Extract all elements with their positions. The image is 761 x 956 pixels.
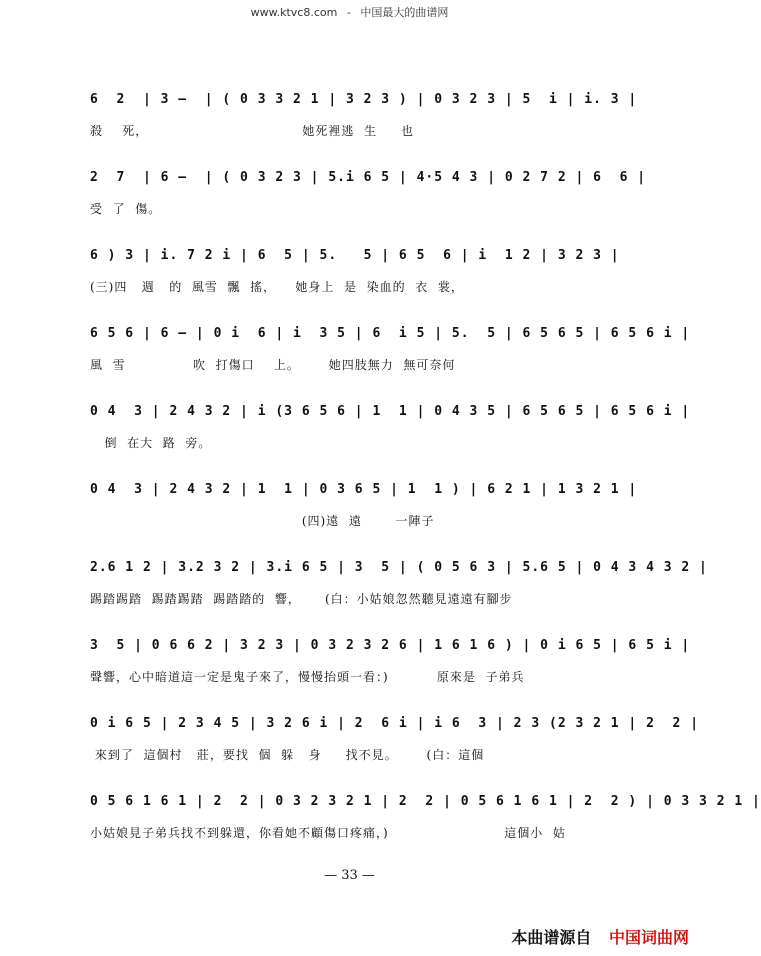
lyrics-line: 小姑娘見子弟兵找不到躲還，你看她不顧傷口疼痛，) 這個小 姑 (90, 826, 566, 840)
lyrics-line: 受 了 傷。 (90, 202, 162, 216)
notation-line: 2.6 1 2 | 3.2 3 2 | 3.i 6 5 | 3 5 | ( 0 5 6 3 | 5.6 5 | 0 4 3 4 3 2 | (90, 560, 708, 575)
score-system-8 (90, 638, 691, 698)
lyrics-line: 來到了 這個村 莊，要找 個 躲 身 找不見。 (白：這個 (90, 748, 485, 762)
score-system-9 (90, 716, 700, 776)
score-system-2 (90, 170, 647, 230)
score-system-10 (90, 794, 761, 854)
lyrics-line: 倒 在大 路 旁。 (90, 436, 212, 450)
notation-line: 0 4 3 | 2 4 3 2 | i (3 6 5 6 | 1 1 | 0 4 3 5 | 6 5 6 5 | 6 5 6 i | (90, 404, 691, 419)
lyrics-line: 聲響，心中暗道這一定是鬼子來了，慢慢抬頭一看：) 原來是 子弟兵 (90, 670, 525, 684)
score-system-6 (90, 482, 638, 542)
notation-line: 2 7 | 6 ‒ | ( 0 3 2 3 | 5.i 6 5 | 4·5 4 3 | 0 2 7 2 | 6 6 | (90, 170, 647, 185)
header-title: 中国最大的曲谱网 (360, 6, 449, 19)
lyrics-line: (四)遠 遠 一陣子 (90, 514, 435, 528)
notation-line: 0 5 6 1 6 1 | 2 2 | 0 3 2 3 2 1 | 2 2 | 0 5 6 1 6 1 | 2 2 ) | 0 3 3 2 1 | (90, 794, 761, 809)
score-system-1 (90, 92, 638, 152)
score-system-3 (90, 248, 620, 308)
page-header (0, 4, 699, 20)
notation-line: 3 5 | 0 6 6 2 | 3 2 3 | 0 3 2 3 2 6 | 1 6 1 6 ) | 0 i 6 5 | 6 5 i | (90, 638, 691, 653)
lyrics-line: 殺 死， 她死裡逃 生 也 (90, 124, 415, 138)
notation-line: 6 2 | 3 ‒ | ( 0 3 3 2 1 | 3 2 3 ) | 0 3 2 3 | 5 i | i. 3 | (90, 92, 638, 107)
lyrics-line: 踢踏踢踏 踢踏踢踏 踢踏踏的 響， (白：小姑娘忽然聽見遠遠有腳步 (90, 592, 513, 606)
notation-line: 6 5 6 | 6 ‒ | 0 i 6 | i 3 5 | 6 i 5 | 5. 5 | 6 5 6 5 | 6 5 6 i | (90, 326, 691, 341)
lyrics-line: (三)四 週 的 風雪 飄 搖， 她身上 是 染血的 衣 裳， (90, 280, 464, 294)
notation-line: 0 i 6 5 | 2 3 4 5 | 3 2 6 i | 2 6 i | i 6 3 | 2 3 (2 3 2 1 | 2 2 | (90, 716, 700, 731)
lyrics-line: 風 雪 吹 打傷口 上。 她四肢無力 無可奈何 (90, 358, 456, 372)
score-system-4 (90, 326, 691, 386)
footer-site-link[interactable]: 中国词曲网 (608, 928, 689, 947)
notation-line: 6 ) 3 | i. 7 2 i | 6 5 | 5. 5 | 6 5 6 | i 1 2 | 3 2 3 | (90, 248, 620, 263)
score-system-7 (90, 560, 708, 620)
header-url[interactable]: www.ktvc8.com (250, 6, 338, 19)
footer-source-label: 本曲谱源自 (511, 928, 592, 947)
page-number: — 33 — (324, 868, 375, 883)
header-separator: - (346, 6, 351, 19)
source-footer (511, 925, 689, 948)
notation-line: 0 4 3 | 2 4 3 2 | 1 1 | 0 3 6 5 | 1 1 ) | 6 2 1 | 1 3 2 1 | (90, 482, 638, 497)
score-system-5 (90, 404, 691, 464)
